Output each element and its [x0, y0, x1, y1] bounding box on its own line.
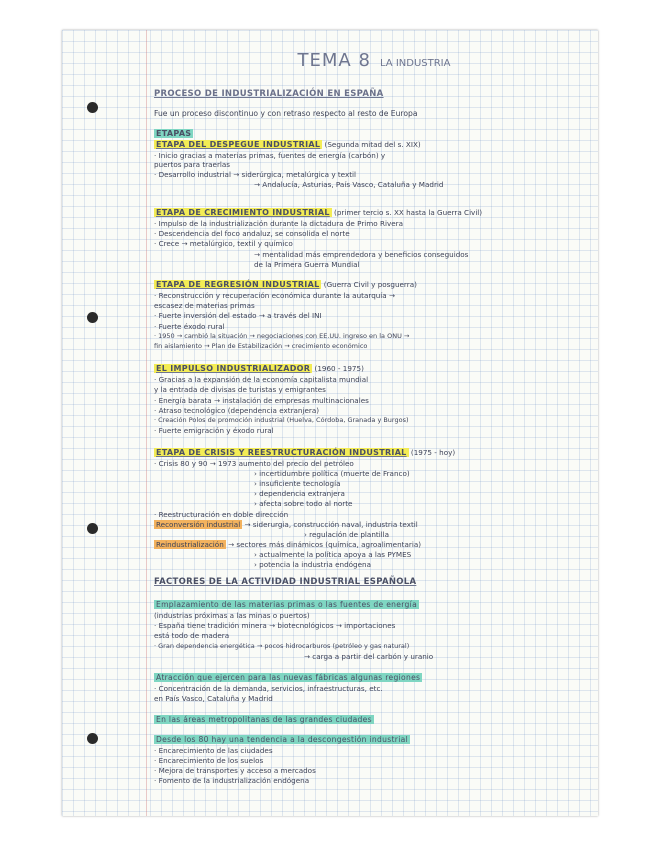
etapa2-note: (primer tercio s. XX hasta la Guerra Civil): [334, 208, 483, 217]
reindustrializacion-label: Reindustrialización: [156, 540, 224, 549]
etapa1-line: · Desarrollo industrial → siderúrgica, metalúrgica y textil: [154, 170, 357, 179]
etapa1-line: puertos para traerlas: [154, 160, 231, 169]
factor4-line: · Encarecimiento de los suelos: [154, 756, 264, 765]
factor4-heading: Desde los 80 hay una tendencia a la descongestión industrial: [156, 735, 408, 744]
factor3-heading: En las áreas metropolitanas de las grandes ciudades: [156, 715, 372, 724]
etapa1-line: · Inicio gracias a materias primas, fuentes de energía (carbón) y: [154, 151, 386, 160]
etapa4-line: · Energía barata → instalación de empresas multinacionales: [154, 396, 369, 405]
factor4-line: · Encarecimiento de las ciudades: [154, 746, 273, 755]
etapa5-heading: ETAPA DE CRISIS Y REESTRUCTURACIÓN INDUSTRIAL: [156, 448, 407, 457]
section-heading: PROCESO DE INDUSTRIALIZACIÓN EN ESPAÑA: [154, 89, 384, 99]
title-main: TEMA 8: [297, 50, 371, 71]
factor1-heading: Emplazamiento de las materias primas o las fuentes de energía: [156, 600, 418, 609]
etapa5-line: · Crisis 80 y 90 → 1973 aumento del precio del petróleo: [154, 459, 354, 468]
factor2-line: en País Vasco, Cataluña y Madrid: [154, 694, 273, 703]
etapa3-line: fin aislamiento → Plan de Estabilización → crecimiento económico: [154, 342, 368, 350]
etapa3-line: escasez de materias primas: [154, 301, 255, 310]
factor2-heading: Atracción que ejercen para las nuevas fábricas algunas regiones: [156, 673, 421, 682]
etapa4-line: · Fuerte emigración y éxodo rural: [154, 426, 274, 435]
etapa2-line: · Crece → metalúrgico, textil y químico: [154, 239, 293, 248]
binder-hole: [87, 312, 98, 323]
etapa1-heading: ETAPA DEL DESPEGUE INDUSTRIAL: [156, 140, 321, 149]
factor1-line: → carga a partir del carbón y uranio: [304, 652, 434, 661]
etapa-heading-row: [154, 364, 364, 373]
etapa3-line: · Fuerte éxodo rural: [154, 322, 225, 331]
etapa4-note: (1960 - 1975): [314, 364, 364, 373]
factor1-line: · Gran dependencia energética → pocos hidrocarburos (petróleo y gas natural): [154, 642, 410, 650]
etapa3-heading: ETAPA DE REGRESIÓN INDUSTRIAL: [156, 280, 320, 289]
reconversion-label: Reconversión industrial: [156, 520, 241, 529]
reconversion-line: › regulación de plantilla: [304, 530, 390, 539]
reindustrializacion-row: [154, 540, 421, 549]
etapa4-heading: EL IMPULSO INDUSTRIALIZADOR: [156, 364, 311, 373]
reindustrializacion-line: › actualmente la política apoya a las PYMES: [254, 550, 412, 559]
factor2-line: · Concentración de la demanda, servicios, infraestructuras, etc.: [154, 684, 383, 693]
binder-hole: [87, 102, 98, 113]
binder-hole: [87, 733, 98, 744]
etapa-heading-row: [154, 140, 421, 149]
intro-text: Fue un proceso discontinuo y con retraso respecto al resto de Europa: [154, 109, 418, 118]
etapa4-line: · Gracias a la expansión de la economía capitalista mundial: [154, 375, 369, 384]
factor1-line: · España tiene tradición minera → biotecnológicos → importaciones: [154, 621, 396, 630]
etapa5-line: › dependencia extranjera: [254, 489, 345, 498]
factor4-line: · Mejora de transportes y acceso a mercados: [154, 766, 316, 775]
etapa4-line: y la entrada de divisas de turistas y emigrantes: [154, 385, 326, 394]
etapa2-line: · Descendencia del foco andaluz, se consolida el norte: [154, 229, 350, 238]
reindustrializacion-line: → sectores más dinámicos (química, agroalimentaria): [228, 540, 422, 549]
etapa2-line: · Impulso de la industrialización durante la dictadura de Primo Rivera: [154, 219, 404, 228]
etapa2-line: de la Primera Guerra Mundial: [254, 260, 360, 269]
factor4-line: · Fomento de la industrialización endógena: [154, 776, 310, 785]
title-sub: LA INDUSTRIA: [380, 58, 451, 69]
factor1-line: está todo de madera: [154, 631, 230, 640]
etapa3-line: · Reconstrucción y recuperación económica durante la autarquía →: [154, 291, 396, 300]
etapa-heading-row: [154, 280, 417, 289]
etapa5-line: › incertidumbre política (muerte de Franco): [254, 469, 410, 478]
etapa1-line: → Andalucía, Asturias, País Vasco, Cataluña y Madrid: [254, 180, 444, 189]
reconversion-line: → siderurgia, construcción naval, industria textil: [244, 520, 418, 529]
etapa5-line: · Reestructuración en doble dirección: [154, 510, 289, 519]
etapa2-line: → mentalidad más emprendedora y beneficios conseguidos: [254, 250, 469, 259]
page-title: [194, 50, 554, 71]
etapa-heading-row: [154, 208, 482, 217]
etapa5-line: › afecta sobre todo al norte: [254, 499, 353, 508]
etapa5-note: (1975 - hoy): [410, 448, 456, 457]
etapas-label: ETAPAS: [156, 129, 192, 138]
etapa3-line: · 1950 → cambió la situación → negociaciones con EE.UU. ingreso en la ONU →: [154, 332, 410, 340]
etapa1-note: (Segunda mitad del s. XIX): [324, 140, 421, 149]
factor1-line: (industrias próximas a las minas o puertos): [154, 611, 310, 620]
etapa3-note: (Guerra Civil y posguerra): [323, 280, 417, 289]
etapa4-line: · Creación Polos de promoción industrial (Huelva, Córdoba, Granada y Burgos): [154, 416, 409, 424]
etapa2-heading: ETAPA DE CRECIMIENTO INDUSTRIAL: [156, 208, 330, 217]
binder-hole: [87, 523, 98, 534]
etapa4-line: · Atraso tecnológico (dependencia extranjera): [154, 406, 320, 415]
etapa-heading-row: [154, 448, 455, 457]
etapa5-line: › insuficiente tecnología: [254, 479, 341, 488]
margin-line: [146, 30, 147, 816]
section-heading: FACTORES DE LA ACTIVIDAD INDUSTRIAL ESPAÑOLA: [154, 577, 417, 587]
reconversion-row: [154, 520, 418, 529]
etapa3-line: · Fuerte inversión del estado → a través del INI: [154, 311, 322, 320]
notebook-page: [62, 30, 598, 816]
reindustrializacion-line: › potencia la industria endógena: [254, 560, 371, 569]
